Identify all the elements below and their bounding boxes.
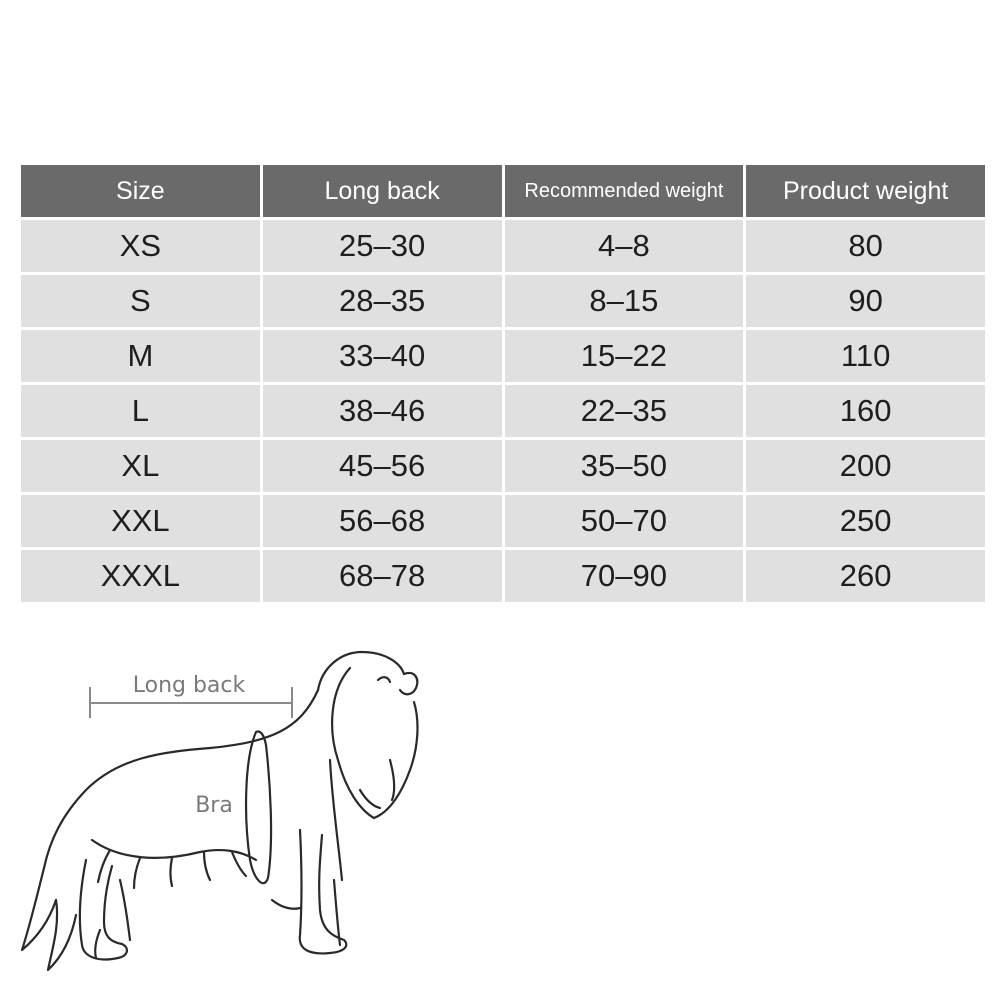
header-recommended-weight: Recommended weight [505,165,744,217]
cell-recommended-weight: 50–70 [505,495,744,547]
cell-recommended-weight: 70–90 [505,550,744,602]
table-header-row [21,165,985,217]
table-row [21,550,985,602]
header-size: Size [21,165,260,217]
cell-size: L [21,385,260,437]
cell-size: XL [21,440,260,492]
cell-product-weight: 110 [746,330,985,382]
table-row [21,385,985,437]
cell-long-back: 33–40 [263,330,502,382]
cell-product-weight: 80 [746,220,985,272]
cell-product-weight: 260 [746,550,985,602]
cell-product-weight: 250 [746,495,985,547]
cell-product-weight: 160 [746,385,985,437]
cell-recommended-weight: 15–22 [505,330,744,382]
header-long-back: Long back [263,165,502,217]
bra-label: Bra [195,793,233,818]
cell-recommended-weight: 35–50 [505,440,744,492]
cell-size: XXXL [21,550,260,602]
long-back-label: Long back [132,673,246,698]
table-row [21,220,985,272]
cell-long-back: 45–56 [263,440,502,492]
header-product-weight: Product weight [746,165,985,217]
cell-size: M [21,330,260,382]
table-row [21,495,985,547]
cell-product-weight: 200 [746,440,985,492]
cell-long-back: 38–46 [263,385,502,437]
cell-recommended-weight: 22–35 [505,385,744,437]
table-row [21,275,985,327]
cell-recommended-weight: 8–15 [505,275,744,327]
table-row [21,440,985,492]
cell-recommended-weight: 4–8 [505,220,744,272]
cell-long-back: 56–68 [263,495,502,547]
cell-size: XXL [21,495,260,547]
cell-long-back: 68–78 [263,550,502,602]
table-row [21,330,985,382]
cell-size: S [21,275,260,327]
size-chart-table [18,162,988,605]
cell-long-back: 25–30 [263,220,502,272]
dog-measurement-diagram [0,630,1001,1001]
cell-long-back: 28–35 [263,275,502,327]
cell-size: XS [21,220,260,272]
cell-product-weight: 90 [746,275,985,327]
